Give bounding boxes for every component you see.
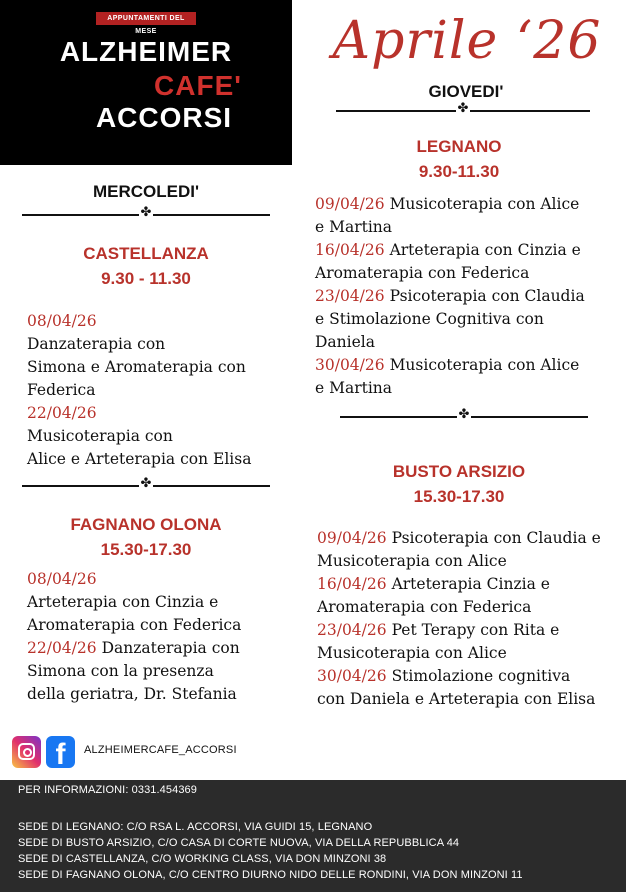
entry-text: Psicoterapia con Claudia xyxy=(389,287,585,305)
footer-sede: SEDE DI FAGNANO OLONA, C/O CENTRO DIURNO NIDO DELLE RONDINI, VIA DON MINZONI 11 xyxy=(18,869,523,881)
entry-date: 16/04/26 xyxy=(315,241,385,259)
schedule-entry xyxy=(27,568,270,706)
entry-text: Musicoterapia con Alice xyxy=(389,195,580,213)
fleuron-icon: ✤ xyxy=(140,476,152,491)
fleuron-icon: ✤ xyxy=(457,101,469,116)
section-place: LEGNANO xyxy=(416,137,502,156)
entry-date: 16/04/26 xyxy=(317,575,387,593)
logo-line-cafe: CAFE' xyxy=(154,70,242,101)
entry-date: 30/04/26 xyxy=(315,356,385,374)
divider xyxy=(22,476,270,493)
footer-info-phone: PER INFORMAZIONI: 0331.454369 xyxy=(18,784,197,796)
entry-text: con Daniela e Arteterapia con Elisa xyxy=(317,690,596,708)
entry-text: Alice e Arteterapia con Elisa xyxy=(27,450,252,468)
entry-date: 08/04/26 xyxy=(27,312,97,330)
divider xyxy=(336,101,590,118)
entry-date: 08/04/26 xyxy=(27,570,97,588)
entry-text: Arteterapia con Cinzia e xyxy=(27,593,219,611)
entry-text: e Martina xyxy=(315,218,393,236)
page-title: Aprile ‘26 xyxy=(332,11,602,71)
entry-text: Arteterapia con Cinzia e xyxy=(389,241,581,259)
footer-sede: SEDE DI LEGNANO: C/O RSA L. ACCORSI, VIA GUIDI 15, LEGNANO xyxy=(18,821,373,833)
entry-text: Musicoterapia con xyxy=(27,427,173,445)
footer-sede: SEDE DI BUSTO ARSIZIO, C/O CASA DI CORTE NUOVA, VIA DELLA REPUBBLICA 44 xyxy=(18,837,460,849)
section-place: BUSTO ARSIZIO xyxy=(392,462,526,481)
entry-text: Daniela xyxy=(315,333,375,351)
entry-text: Psicoterapia con Claudia e xyxy=(391,529,601,547)
entry-date: 23/04/26 xyxy=(317,621,387,639)
entry-text: Danzaterapia con xyxy=(27,335,166,353)
entry-text: Aromaterapia con Federica xyxy=(315,264,530,282)
entry-date: 09/04/26 xyxy=(317,529,387,547)
entry-date: 22/04/26 xyxy=(27,639,97,657)
fleuron-icon: ✤ xyxy=(140,205,152,220)
logo-line-accorsi: ACCORSI xyxy=(95,102,233,133)
entry-text: Federica xyxy=(27,381,96,399)
logo-line-alzheimer: ALZHEIMER xyxy=(59,36,233,67)
day-heading-thursday: GIOVEDI' xyxy=(428,82,504,101)
fleuron-icon: ✤ xyxy=(458,407,470,422)
footer-sede: SEDE DI CASTELLANZA, C/O WORKING CLASS, VIA DON MINZONI 38 xyxy=(18,853,387,865)
section-place: CASTELLANZA xyxy=(83,244,209,263)
instagram-icon[interactable] xyxy=(12,736,41,768)
entry-text: della geriatra, Dr. Stefania xyxy=(27,685,237,703)
entry-text: Aromaterapia con Federica xyxy=(317,598,532,616)
facebook-icon[interactable]: f xyxy=(46,736,75,768)
divider xyxy=(340,407,588,424)
section-time: 15.30-17.30 xyxy=(413,487,505,506)
section-place: FAGNANO OLONA xyxy=(70,515,222,534)
entry-text: e Martina xyxy=(315,379,393,397)
entry-text: Danzaterapia con xyxy=(101,639,240,657)
entry-text: Aromaterapia con Federica xyxy=(27,616,242,634)
entry-text: Pet Terapy con Rita e xyxy=(391,621,560,639)
section-time: 9.30 - 11.30 xyxy=(101,269,191,288)
social-handle[interactable]: ALZHEIMERCAFE_ACCORSI xyxy=(84,744,237,756)
day-heading-wednesday: MERCOLEDI' xyxy=(92,182,200,201)
schedule-entry xyxy=(27,310,277,471)
footer xyxy=(0,780,626,892)
section-time: 9.30-11.30 xyxy=(418,162,500,181)
entry-date: 30/04/26 xyxy=(317,667,387,685)
logo xyxy=(0,0,292,165)
entry-text: Arteterapia Cinzia e xyxy=(391,575,550,593)
entry-text: Musicoterapia con Alice xyxy=(389,356,580,374)
logo-tagline: APPUNTAMENTI DEL MESE xyxy=(96,12,196,25)
entry-text: e Stimolazione Cognitiva con xyxy=(315,310,544,328)
entry-text: Musicoterapia con Alice xyxy=(317,644,507,662)
schedule-entry xyxy=(317,527,622,711)
entry-date: 23/04/26 xyxy=(315,287,385,305)
entry-date: 22/04/26 xyxy=(27,404,97,422)
entry-text: Stimolazione cognitiva xyxy=(391,667,571,685)
entry-text: Musicoterapia con Alice xyxy=(317,552,507,570)
divider xyxy=(22,205,270,222)
entry-text: Simona e Aromaterapia con xyxy=(27,358,246,376)
entry-text: Simona con la presenza xyxy=(27,662,214,680)
schedule-entry xyxy=(315,193,605,400)
entry-date: 09/04/26 xyxy=(315,195,385,213)
section-time: 15.30-17.30 xyxy=(100,540,192,559)
